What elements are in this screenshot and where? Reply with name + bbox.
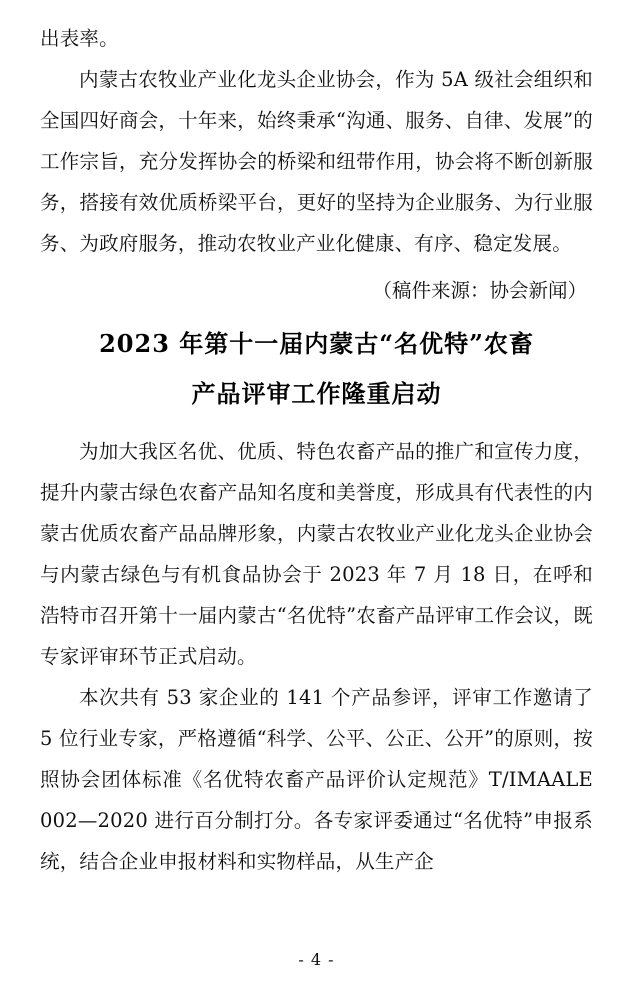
- page-title: [40, 319, 593, 419]
- page-title-line-1: 2023 年第十一届内蒙古“名优特”农畜: [99, 329, 534, 358]
- spacer: [40, 421, 593, 431]
- paragraph-continued: 出表率。: [40, 27, 119, 50]
- paragraph-promotion: 为加大我区名优、优质、特色农畜产品的推广和宣传力度，提升内蒙古绿色农畜产品知名度和美誉度，形成具有代表性的内蒙古优质农畜产品品牌形象，内蒙古农牧业产业化龙头企业协会与内蒙古绿色与有机食品协会于 2023 年 7 月 18 日，在呼和浩特市召开第十一届内蒙古“名优特”农畜产品评审工作会议，既专家评审环节正式启动。: [40, 440, 593, 668]
- page-title-line-2: 产品评审工作隆重启动: [191, 379, 442, 408]
- page-number: - 4 -: [298, 950, 335, 969]
- paragraph-association: 内蒙古农牧业产业化龙头企业协会，作为 5A 级社会组织和全国四好商会，十年来，始终秉承“沟通、服务、自律、发展”的工作宗旨，充分发挥协会的桥梁和纽带作用，协会将不断创新服务，搭接有效优质桥梁平台，更好的坚持为企业服务、为行业服务、为政府服务，推动农牧业产业化健康、有序、稳定发展。: [40, 68, 593, 255]
- paragraph-review: 本次共有 53 家企业的 141 个产品参评，评审工作邀请了 5 位行业专家，严格遵循“科学、公平、公正、公开”的原则，按照协会团体标准《名优特农畜产品评价认定规范》T/IMAALE 002—2020 进行百分制打分。各专家评委通过“名优特”申报系统，结合企业申报材料和实物样品，从生产企: [40, 686, 593, 873]
- source-note: （稿件来源：协会新闻）: [372, 279, 587, 302]
